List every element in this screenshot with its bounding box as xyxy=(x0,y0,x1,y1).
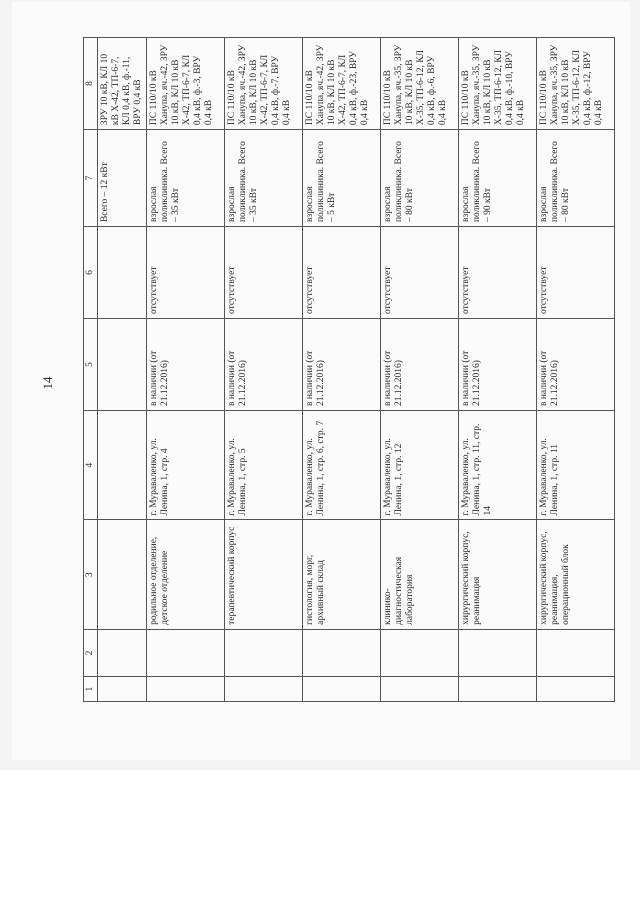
table-row xyxy=(537,38,615,702)
status-cell: отсутствует xyxy=(225,227,303,319)
status-cell: отсутствует xyxy=(381,227,459,319)
consumer-cell: взрослая поликлиника. Всего – 80 кВт xyxy=(381,130,459,227)
name-cell xyxy=(98,629,147,676)
permission-cell: в наличии (от 21.12.2016) xyxy=(147,319,225,411)
table-row xyxy=(459,38,537,702)
address-cell: г. Мураваленко, ул. Ленина, 1, стр. 6, стр. 7 xyxy=(303,411,381,520)
address-cell xyxy=(98,411,147,520)
permission-cell: в наличии (от 21.12.2016) xyxy=(225,319,303,411)
address-cell: г. Мураваленко, ул. Ленина, 1, стр. 12 xyxy=(381,411,459,520)
column-number: 5 xyxy=(84,319,98,411)
permission-cell: в наличии (от 21.12.2016) xyxy=(537,319,615,411)
name-cell xyxy=(537,629,615,676)
status-cell: отсутствует xyxy=(537,227,615,319)
permission-cell xyxy=(98,319,147,411)
supply-scheme-cell: ЗРУ 10 кВ, КЛ 10 кВ Х-42, ТП-6-7, КЛ 0,4 кВ, ф.-11, ВРУ 0,4 кВ xyxy=(98,38,147,130)
name-cell xyxy=(225,629,303,676)
building-cell: гистология, морг, архивный склад xyxy=(303,520,381,629)
consumer-cell: взрослая поликлиника. Всего – 90 кВт xyxy=(459,130,537,227)
supply-scheme-cell: ПС 110/10 кВ Ханупа, яч.-42, ЗРУ 10 кВ, КЛ 10 кВ Х-42, ТП-6-7, КЛ 0,4 кВ, ф.-3, ВРУ 0,4 кВ xyxy=(147,38,225,130)
status-cell: отсутствует xyxy=(303,227,381,319)
table-container xyxy=(83,37,604,702)
index-cell xyxy=(98,677,147,702)
supply-scheme-cell: ПС 110/10 кВ Ханупа, яч.-42, ЗРУ 10 кВ, КЛ 10 кВ Х-42, ТП-6-7, КЛ 0,4 кВ, ф.-23, ВРУ 0,4 кВ xyxy=(303,38,381,130)
status-cell: отсутствует xyxy=(147,227,225,319)
supply-scheme-cell: ПС 110/10 кВ Ханупа, яч.-35, ЗРУ 10 кВ, КЛ 10 кВ Х-35, ТП-6-12, КЛ 0,4 кВ, ф.-12, ВРУ 0,4 кВ xyxy=(537,38,615,130)
column-number: 4 xyxy=(84,411,98,520)
page-number: 14 xyxy=(40,376,55,390)
building-cell: клинико-диагностическая лаборатория xyxy=(381,520,459,629)
index-cell xyxy=(537,677,615,702)
building-cell: терапевтический корпус xyxy=(225,520,303,629)
index-cell xyxy=(303,677,381,702)
consumer-cell: взрослая поликлиника. Всего – 80 кВт xyxy=(537,130,615,227)
index-cell xyxy=(225,677,303,702)
permission-cell: в наличии (от 21.12.2016) xyxy=(459,319,537,411)
status-cell xyxy=(98,227,147,319)
table-row xyxy=(225,38,303,702)
table-row xyxy=(98,38,147,702)
permission-cell: в наличии (от 21.12.2016) xyxy=(381,319,459,411)
column-number: 3 xyxy=(84,520,98,629)
table-row xyxy=(381,38,459,702)
index-cell xyxy=(147,677,225,702)
name-cell xyxy=(303,629,381,676)
table-row xyxy=(147,38,225,702)
table-row xyxy=(303,38,381,702)
table-header-row xyxy=(84,38,98,702)
name-cell xyxy=(147,629,225,676)
name-cell xyxy=(459,629,537,676)
supply-scheme-cell: ПС 110/10 кВ Ханупа, яч.-42, ЗРУ 10 кВ, КЛ 10 кВ Х-42, ТП-6-7, КЛ 0,4 кВ, ф.-7, ВРУ 0,4 кВ xyxy=(225,38,303,130)
data-table xyxy=(83,37,615,702)
building-cell: родильное отделение, детское отделение xyxy=(147,520,225,629)
column-number: 6 xyxy=(84,227,98,319)
consumer-cell: взрослая поликлиника. Всего – 5 кВт xyxy=(303,130,381,227)
address-cell: г. Мураваленко, ул. Ленина, 1, стр. 11 xyxy=(537,411,615,520)
building-cell: хирургический корпус, реанимация, операционный блок xyxy=(537,520,615,629)
address-cell: г. Мураваленко, ул. Ленина, 1, стр. 5 xyxy=(225,411,303,520)
name-cell xyxy=(381,629,459,676)
column-number: 8 xyxy=(84,38,98,130)
supply-scheme-cell: ПС 110/10 кВ Ханупа, яч.-35, ЗРУ 10 кВ, КЛ 10 кВ Х-35, ТП-6-12, КЛ 0,4 кВ, ф.-10, ВРУ 0,4 кВ xyxy=(459,38,537,130)
column-number: 7 xyxy=(84,130,98,227)
supply-scheme-cell: ПС 110/10 кВ Ханупа, яч.-35, ЗРУ 10 кВ, КЛ 10 кВ Х-35, ТП-6-12, КЛ 0,4 кВ, ф.-6, ВРУ 0,4 кВ xyxy=(381,38,459,130)
address-cell: г. Мураваленко, ул. Ленина, 1, стр. 11, стр. 14 xyxy=(459,411,537,520)
consumer-cell: взрослая поликлиника. Всего – 35 кВт xyxy=(147,130,225,227)
consumer-cell: взрослая поликлиника. Всего – 35 кВт xyxy=(225,130,303,227)
index-cell xyxy=(381,677,459,702)
building-cell: хирургический корпус, реанимация xyxy=(459,520,537,629)
column-number: 2 xyxy=(84,629,98,676)
index-cell xyxy=(459,677,537,702)
building-cell xyxy=(98,520,147,629)
address-cell: г. Мураваленко, ул. Ленина, 1, стр. 4 xyxy=(147,411,225,520)
rotated-table xyxy=(83,37,604,702)
status-cell: отсутствует xyxy=(459,227,537,319)
consumer-cell: Всего – 12 кВт xyxy=(98,130,147,227)
column-number: 1 xyxy=(84,677,98,702)
permission-cell: в наличии (от 21.12.2016) xyxy=(303,319,381,411)
